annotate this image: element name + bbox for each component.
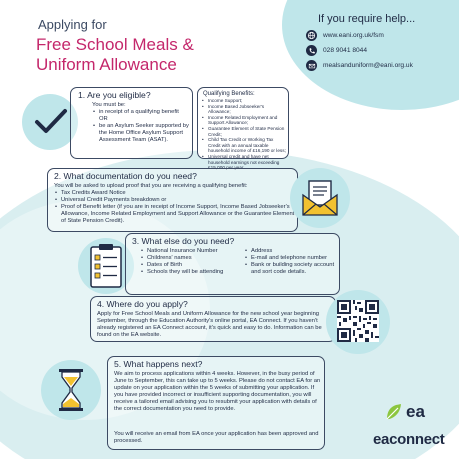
list-item: • Income Support; bbox=[201, 98, 287, 104]
envelope-document-icon bbox=[300, 178, 340, 223]
page-title-line1: Free School Meals & bbox=[36, 35, 194, 54]
list-item: • Tax Credits Award Notice bbox=[54, 190, 296, 197]
section2-title: 2. What documentation do you need? bbox=[54, 171, 197, 181]
section3-list-col2 bbox=[244, 248, 336, 276]
section1-title: 1. Are you eligible? bbox=[78, 90, 151, 100]
list-item: • Bank or building society account and sort code details. bbox=[244, 262, 336, 276]
help-email-row[interactable] bbox=[306, 60, 413, 71]
list-item: • Income Related Employment and Support Allowance; bbox=[201, 115, 287, 126]
section2-intro: You will be asked to upload proof that you are receiving a qualifying benefit: bbox=[54, 183, 248, 189]
help-website-link[interactable]: www.eani.org.uk/fsm bbox=[323, 32, 384, 39]
phone-icon bbox=[306, 45, 317, 56]
section4-body: Apply for Free School Meals and Uniform Allowance for the new school year beginning September, through the Education Authority's online portal, EA Connect. If you haven't already registered an EA Connect account, it's quick and easy to do. Information can be found on the EA website. bbox=[97, 311, 322, 338]
list-item: • Income Based Jobseeker's Allowance; bbox=[201, 104, 287, 115]
section3-list-col1 bbox=[140, 248, 240, 276]
section5-body-1: We aim to process applications within 4 weeks. However, in the busy period of June to September, this can take up to 5 weeks. Please do not contact EA for an update on your application within the 5 weeks of submitting your application. If you have provided incorrect or insufficient supporting documentation, you will receive a tailored email advising you to resubmit your application with details of the correct documentation you need to provide. bbox=[114, 371, 321, 412]
ea-logo bbox=[384, 402, 425, 422]
section4-title: 4. Where do you apply? bbox=[97, 299, 188, 309]
section2-card bbox=[47, 168, 298, 232]
section5-card bbox=[107, 356, 325, 450]
clipboard-checklist-icon bbox=[88, 243, 124, 294]
help-email-link[interactable]: mealsanduniform@eani.org.uk bbox=[323, 62, 413, 69]
page-kicker: Applying for bbox=[38, 17, 107, 32]
list-item: • Childrens' names bbox=[140, 255, 240, 262]
section1-or: OR bbox=[99, 116, 108, 122]
list-item: • Universal credit and have net household earnings not exceeding £15,000 per year. bbox=[201, 154, 287, 171]
list-item: • Dates of Birth bbox=[140, 262, 240, 269]
section1-list bbox=[92, 109, 187, 116]
ea-logo-text: ea bbox=[406, 402, 425, 421]
list-item: • Schools they will be attending bbox=[140, 269, 240, 276]
section3-card bbox=[125, 233, 340, 295]
section5-body-2: You will receive an email from EA once your application has been approved and processed. bbox=[114, 431, 319, 444]
list-item: • Address bbox=[244, 248, 336, 255]
qualifying-benefits-card bbox=[197, 87, 289, 171]
list-item: • Proof of Benefit letter (if you are in receipt of Income Support, Income Based Jobseeker's Allowance, Income Related Employment and Support Allowance or the Guarantee Element of State Pension Credit). bbox=[54, 204, 296, 225]
section5-title: 5. What happens next? bbox=[114, 359, 203, 369]
ea-leaf-icon bbox=[384, 402, 404, 422]
section1-list-2 bbox=[92, 123, 190, 144]
list-item: • Guarantee Element of State Pension Credit; bbox=[201, 126, 287, 137]
help-phone-number[interactable]: 028 9041 8044 bbox=[323, 47, 368, 54]
globe-icon bbox=[306, 30, 317, 41]
checkmark-icon bbox=[34, 108, 68, 141]
section4-card bbox=[90, 296, 336, 342]
page-title bbox=[36, 35, 194, 75]
email-icon bbox=[306, 60, 317, 71]
section1-card bbox=[70, 87, 193, 159]
section3-title: 3. What else do you need? bbox=[132, 236, 235, 246]
help-title: If you require help... bbox=[318, 13, 416, 25]
section2-list bbox=[54, 190, 296, 225]
page-title-line2: Uniform Allowance bbox=[36, 55, 177, 74]
help-website-row[interactable] bbox=[306, 30, 384, 41]
help-phone-row[interactable] bbox=[306, 45, 367, 56]
list-item: • be an Asylum Seeker supported by the Home Office Asylum Support Assessment Team (ASAT). bbox=[92, 123, 190, 144]
eaconnect-logo: eaconnect bbox=[373, 431, 445, 448]
list-item: • Child Tax Credit or Working Tax Credit with an annual taxable household income of £16,190 or less; bbox=[201, 137, 287, 154]
list-item: • Universal Credit Payments breakdown or bbox=[54, 197, 296, 204]
list-item: • National Insurance Number bbox=[140, 248, 240, 255]
section1-intro: You must be: bbox=[92, 102, 126, 108]
list-item: • in receipt of a qualifying benefit bbox=[92, 109, 187, 116]
list-item: • E-mail and telephone number bbox=[244, 255, 336, 262]
hourglass-icon bbox=[58, 368, 84, 417]
qr-code-icon[interactable] bbox=[337, 300, 379, 347]
benefits-list bbox=[201, 98, 287, 171]
benefits-title: Qualifying Benefits: bbox=[203, 91, 255, 97]
